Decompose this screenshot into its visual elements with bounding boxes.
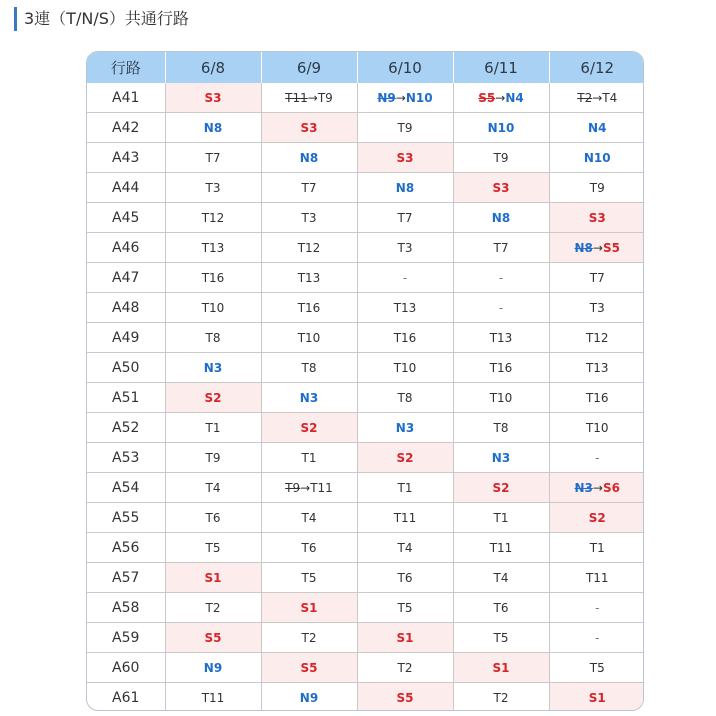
assignment-value: T2	[493, 690, 509, 705]
assignment-value: T5	[301, 570, 317, 585]
assignment-cell	[549, 683, 644, 712]
route-cell: A59	[87, 623, 165, 653]
assignment-cell	[357, 83, 453, 113]
assignment-cell	[357, 593, 453, 623]
assignment-value: T13	[393, 300, 417, 315]
assignment-cell	[261, 593, 357, 623]
assignment-value: T12	[297, 240, 321, 255]
assignment-value: S2	[492, 480, 510, 495]
previous-assignment: T2	[577, 90, 593, 105]
assignment-cell	[165, 203, 261, 233]
assignment-value: T1	[589, 540, 605, 555]
assignment-value: -	[595, 630, 600, 645]
assignment-value: T9	[397, 120, 413, 135]
table-header	[87, 52, 644, 83]
assignment-value: S1	[492, 660, 510, 675]
assignment-cell	[453, 503, 549, 533]
assignment-cell	[261, 683, 357, 712]
assignment-value: T9	[589, 180, 605, 195]
assignment-value: T13	[585, 360, 609, 375]
table-row	[87, 143, 644, 173]
assignment-value: T13	[297, 270, 321, 285]
assignment-value: T6	[301, 540, 317, 555]
assignment-value: N4	[588, 120, 607, 135]
table-row	[87, 293, 644, 323]
assignment-cell	[165, 623, 261, 653]
route-cell: A57	[87, 563, 165, 593]
assignment-value: S2	[396, 450, 414, 465]
route-cell: A51	[87, 383, 165, 413]
table-row	[87, 683, 644, 712]
assignment-value: T2	[205, 600, 221, 615]
assignment-cell	[165, 233, 261, 263]
change-arrow-icon: →	[592, 240, 603, 255]
change-arrow-icon: →	[592, 90, 603, 105]
assignment-value: T8	[301, 360, 317, 375]
assignment-value: N3	[203, 360, 223, 375]
assignment-value: T5	[589, 660, 605, 675]
table-row	[87, 533, 644, 563]
assignment-value: T7	[589, 270, 605, 285]
assignment-cell	[549, 203, 644, 233]
assignment-cell	[453, 113, 549, 143]
assignment-cell	[453, 533, 549, 563]
assignment-value: S3	[492, 180, 510, 195]
assignment-cell	[453, 233, 549, 263]
assignment-cell	[549, 533, 644, 563]
table-row	[87, 473, 644, 503]
assignment-value: T16	[201, 270, 225, 285]
column-header-route: 行路	[87, 52, 165, 83]
assignment-cell	[453, 623, 549, 653]
assignment-value: T3	[301, 210, 317, 225]
assignment-cell	[165, 413, 261, 443]
assignment-value: -	[498, 270, 504, 285]
assignment-cell	[261, 233, 357, 263]
previous-assignment: T11	[285, 90, 308, 105]
assignment-cell	[453, 83, 549, 113]
assignment-cell	[165, 473, 261, 503]
assignment-cell	[165, 653, 261, 683]
assignment-cell	[453, 143, 549, 173]
assignment-value: T8	[493, 420, 509, 435]
assignment-value: T13	[201, 240, 225, 255]
assignment-cell	[261, 533, 357, 563]
assignment-value: T2	[397, 660, 413, 675]
assignment-cell	[549, 113, 644, 143]
assignment-value: T4	[301, 510, 317, 525]
assignment-value: T10	[297, 330, 321, 345]
column-header-date: 6/9	[261, 52, 357, 83]
assignment-cell	[357, 653, 453, 683]
assignment-cell	[549, 503, 644, 533]
assignment-cell	[261, 203, 357, 233]
assignment-value: N8	[299, 150, 319, 165]
assignment-value: S3	[300, 120, 318, 135]
assignment-cell	[261, 383, 357, 413]
new-assignment: T9	[317, 90, 333, 105]
assignment-value: -	[402, 270, 408, 285]
route-cell: A55	[87, 503, 165, 533]
assignment-cell	[357, 113, 453, 143]
assignment-cell	[165, 503, 261, 533]
assignment-cell	[357, 443, 453, 473]
assignment-cell	[357, 533, 453, 563]
assignment-cell	[165, 353, 261, 383]
assignment-value: S2	[588, 510, 606, 525]
assignment-cell	[357, 263, 453, 293]
route-cell: A54	[87, 473, 165, 503]
assignment-value: T6	[493, 600, 509, 615]
assignment-value: T5	[493, 630, 509, 645]
assignment-cell	[549, 323, 644, 353]
route-cell: A43	[87, 143, 165, 173]
table-row	[87, 563, 644, 593]
table-row	[87, 623, 644, 653]
column-header-date: 6/8	[165, 52, 261, 83]
assignment-value: T7	[301, 180, 317, 195]
assignment-cell	[453, 293, 549, 323]
assignment-cell	[261, 653, 357, 683]
assignment-value: T16	[297, 300, 321, 315]
assignment-value: -	[595, 600, 600, 615]
assignment-cell	[453, 203, 549, 233]
assignment-cell	[453, 413, 549, 443]
route-cell: A49	[87, 323, 165, 353]
route-cell: A61	[87, 683, 165, 712]
column-header-date: 6/10	[357, 52, 453, 83]
assignment-value: T4	[205, 480, 221, 495]
route-cell: A52	[87, 413, 165, 443]
assignment-cell	[549, 443, 644, 473]
assignment-value: T10	[585, 420, 609, 435]
assignment-value: N10	[487, 120, 515, 135]
assignment-value: -	[595, 450, 600, 465]
assignment-cell	[165, 443, 261, 473]
route-cell: A44	[87, 173, 165, 203]
new-assignment: N10	[405, 90, 433, 105]
assignment-cell	[261, 413, 357, 443]
assignment-value: T16	[489, 360, 513, 375]
assignment-cell	[165, 683, 261, 712]
assignment-value: T1	[205, 420, 221, 435]
assignment-cell	[165, 323, 261, 353]
route-cell: A47	[87, 263, 165, 293]
assignment-value: S1	[588, 690, 606, 705]
assignment-cell	[357, 233, 453, 263]
assignment-value: N10	[583, 150, 611, 165]
table-row	[87, 413, 644, 443]
assignment-value: T5	[205, 540, 221, 555]
assignment-cell	[549, 563, 644, 593]
assignment-value: N8	[491, 210, 511, 225]
header-row	[87, 52, 644, 83]
route-cell: A53	[87, 443, 165, 473]
assignment-cell	[261, 623, 357, 653]
assignment-value: T8	[397, 390, 413, 405]
assignment-cell	[261, 173, 357, 203]
change-arrow-icon: →	[300, 480, 311, 495]
table-row	[87, 173, 644, 203]
assignment-cell	[165, 143, 261, 173]
assignment-cell	[549, 413, 644, 443]
assignment-cell	[357, 563, 453, 593]
assignment-cell	[165, 263, 261, 293]
assignment-cell	[165, 563, 261, 593]
route-cell: A50	[87, 353, 165, 383]
assignment-value: T11	[489, 540, 513, 555]
assignment-value: T16	[585, 390, 609, 405]
assignment-value: T6	[397, 570, 413, 585]
assignment-value: T7	[397, 210, 413, 225]
assignment-cell	[453, 653, 549, 683]
change-arrow-icon: →	[395, 90, 406, 105]
change-arrow-icon: →	[495, 90, 506, 105]
route-cell: A42	[87, 113, 165, 143]
assignment-cell	[357, 413, 453, 443]
assignment-value: T1	[301, 450, 317, 465]
assignment-cell	[453, 563, 549, 593]
assignment-value: S5	[396, 690, 414, 705]
new-assignment: N4	[505, 90, 524, 105]
table-row	[87, 233, 644, 263]
assignment-cell	[261, 473, 357, 503]
assignment-value: T2	[301, 630, 317, 645]
assignment-cell	[261, 563, 357, 593]
assignment-value: T4	[397, 540, 413, 555]
assignment-value: T7	[205, 150, 221, 165]
assignment-value: T4	[493, 570, 509, 585]
assignment-value: S3	[204, 90, 222, 105]
table-row	[87, 383, 644, 413]
assignment-cell	[261, 83, 357, 113]
assignment-cell	[261, 443, 357, 473]
assignment-value: S2	[204, 390, 222, 405]
assignment-cell	[549, 383, 644, 413]
assignment-value: S3	[396, 150, 414, 165]
assignment-cell	[165, 533, 261, 563]
assignment-cell	[357, 623, 453, 653]
assignment-cell	[549, 83, 644, 113]
assignment-cell	[357, 353, 453, 383]
assignment-value: T10	[201, 300, 225, 315]
assignment-value: T3	[205, 180, 221, 195]
assignment-cell	[165, 383, 261, 413]
assignment-cell	[357, 683, 453, 712]
assignment-cell	[357, 323, 453, 353]
assignment-value: T10	[393, 360, 417, 375]
assignment-value: S5	[300, 660, 318, 675]
table-row	[87, 353, 644, 383]
assignment-cell	[165, 113, 261, 143]
route-table	[87, 52, 644, 711]
route-cell: A58	[87, 593, 165, 623]
assignment-cell	[357, 203, 453, 233]
assignment-cell	[549, 653, 644, 683]
table-row	[87, 503, 644, 533]
table-row	[87, 83, 644, 113]
assignment-value: S3	[588, 210, 606, 225]
table-row	[87, 203, 644, 233]
assignment-value: N9	[299, 690, 319, 705]
new-assignment: T4	[602, 90, 618, 105]
route-cell: A45	[87, 203, 165, 233]
assignment-value: T5	[397, 600, 413, 615]
assignment-value: T12	[201, 210, 225, 225]
previous-assignment: S5	[478, 90, 496, 105]
assignment-cell	[549, 173, 644, 203]
new-assignment: T11	[310, 480, 333, 495]
table-row	[87, 593, 644, 623]
change-arrow-icon: →	[592, 480, 603, 495]
assignment-cell	[165, 83, 261, 113]
route-table-container	[86, 51, 644, 711]
assignment-value: T16	[393, 330, 417, 345]
assignment-value: T1	[397, 480, 413, 495]
table-body	[87, 83, 644, 711]
assignment-value: T9	[205, 450, 221, 465]
assignment-value: N8	[203, 120, 223, 135]
assignment-cell	[453, 383, 549, 413]
assignment-value: N3	[395, 420, 415, 435]
assignment-cell	[549, 623, 644, 653]
assignment-cell	[453, 353, 549, 383]
assignment-value: S2	[300, 420, 318, 435]
assignment-value: N3	[299, 390, 319, 405]
previous-assignment: N8	[574, 240, 593, 255]
assignment-cell	[453, 443, 549, 473]
assignment-cell	[261, 143, 357, 173]
assignment-cell	[261, 353, 357, 383]
assignment-cell	[549, 233, 644, 263]
assignment-cell	[261, 293, 357, 323]
assignment-value: T11	[201, 690, 225, 705]
assignment-value: T3	[589, 300, 605, 315]
assignment-value: T11	[393, 510, 417, 525]
assignment-value: T12	[585, 330, 609, 345]
assignment-value: T8	[205, 330, 221, 345]
assignment-value: S5	[204, 630, 222, 645]
assignment-cell	[357, 383, 453, 413]
assignment-value: T9	[493, 150, 509, 165]
assignment-value: S1	[300, 600, 318, 615]
assignment-value: N3	[491, 450, 511, 465]
table-row	[87, 653, 644, 683]
route-cell: A60	[87, 653, 165, 683]
assignment-value: N9	[203, 660, 223, 675]
assignment-cell	[549, 353, 644, 383]
assignment-value: S1	[396, 630, 414, 645]
assignment-cell	[261, 113, 357, 143]
assignment-cell	[357, 503, 453, 533]
assignment-cell	[453, 323, 549, 353]
assignment-cell	[165, 173, 261, 203]
previous-assignment: T9	[285, 480, 301, 495]
assignment-cell	[453, 173, 549, 203]
assignment-cell	[549, 143, 644, 173]
column-header-date: 6/12	[549, 52, 644, 83]
assignment-cell	[357, 143, 453, 173]
assignment-value: T7	[493, 240, 509, 255]
assignment-value: -	[498, 300, 504, 315]
previous-assignment: N9	[377, 90, 396, 105]
table-row	[87, 263, 644, 293]
assignment-value: T6	[205, 510, 221, 525]
assignment-cell	[549, 263, 644, 293]
assignment-cell	[549, 593, 644, 623]
assignment-value: T3	[397, 240, 413, 255]
assignment-value: T13	[489, 330, 513, 345]
assignment-cell	[261, 323, 357, 353]
assignment-cell	[165, 293, 261, 323]
page-title: 3連（T/N/S）共通行路	[14, 7, 189, 31]
assignment-value: T11	[585, 570, 609, 585]
assignment-cell	[453, 683, 549, 712]
previous-assignment: N3	[574, 480, 593, 495]
assignment-cell	[453, 473, 549, 503]
route-cell: A48	[87, 293, 165, 323]
assignment-cell	[165, 593, 261, 623]
assignment-cell	[549, 473, 644, 503]
table-row	[87, 443, 644, 473]
route-cell: A46	[87, 233, 165, 263]
assignment-cell	[261, 503, 357, 533]
assignment-cell	[357, 173, 453, 203]
column-header-date: 6/11	[453, 52, 549, 83]
assignment-value: N8	[395, 180, 415, 195]
assignment-cell	[549, 293, 644, 323]
assignment-value: S1	[204, 570, 222, 585]
change-arrow-icon: →	[307, 90, 318, 105]
assignment-cell	[453, 263, 549, 293]
assignment-value: T10	[489, 390, 513, 405]
assignment-cell	[453, 593, 549, 623]
table-row	[87, 113, 644, 143]
assignment-cell	[261, 263, 357, 293]
assignment-value: T1	[493, 510, 509, 525]
assignment-cell	[357, 473, 453, 503]
new-assignment: S6	[602, 480, 620, 495]
table-row	[87, 323, 644, 353]
assignment-cell	[357, 293, 453, 323]
route-cell: A56	[87, 533, 165, 563]
new-assignment: S5	[602, 240, 620, 255]
route-cell: A41	[87, 83, 165, 113]
